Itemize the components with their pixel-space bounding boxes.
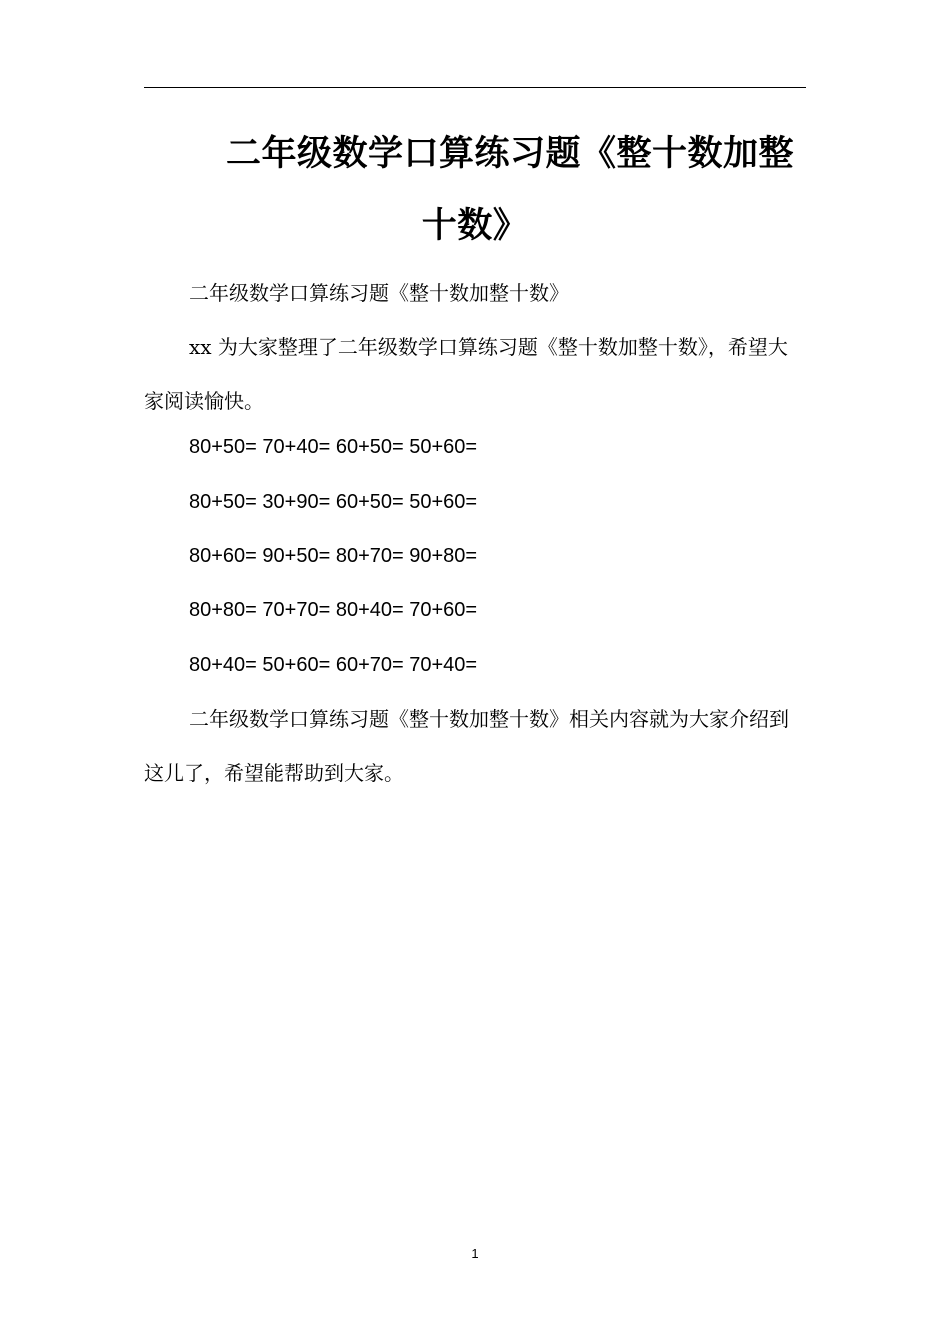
exercise-line-5: 80+40= 50+60= 60+70= 70+40=: [189, 654, 478, 676]
intro-paragraph: xx 为大家整理了二年级数学口算练习题《整十数加整十数》，希望大家阅读愉快。: [144, 335, 788, 413]
page-number: 1: [471, 1246, 479, 1261]
document-title: 二年级数学口算练习题《整十数加整十数》: [225, 134, 794, 246]
exercise-line-3: 80+60= 90+50= 80+70= 90+80=: [189, 545, 478, 567]
closing-paragraph: 二年级数学口算练习题《整十数加整十数》相关内容就为大家介绍到这儿了，希望能帮助到大家。: [144, 707, 789, 785]
exercise-line-1: 80+50= 70+40= 60+50= 50+60=: [189, 436, 478, 458]
header-rule: [144, 87, 806, 88]
exercise-line-2: 80+50= 30+90= 60+50= 50+60=: [189, 491, 478, 513]
document-subtitle: 二年级数学口算练习题《整十数加整十数》: [189, 281, 569, 305]
exercise-line-4: 80+80= 70+70= 80+40= 70+60=: [189, 599, 478, 621]
